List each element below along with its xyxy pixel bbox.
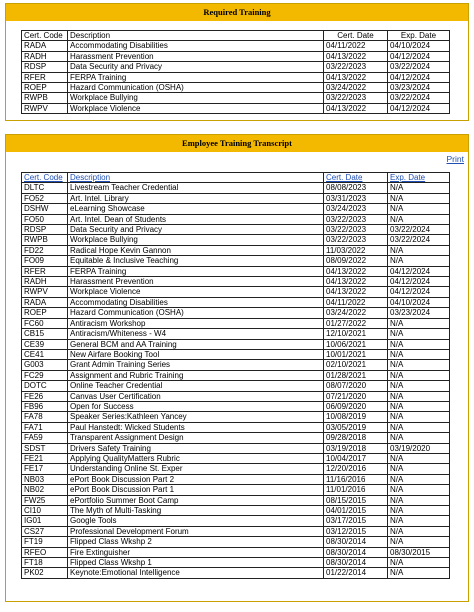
cell-description: Antiracism Workshop [68,318,324,328]
cell-cert-code: RFER [22,72,68,82]
cell-exp-date: N/A [388,256,450,266]
cell-description: Livestream Teacher Credential [68,183,324,193]
cell-description: Paul Hanstedt: Wicked Students [68,422,324,432]
cell-cert-date: 04/11/2022 [324,41,388,51]
cell-description: Workplace Violence [68,103,324,113]
cell-exp-date: N/A [388,495,450,505]
cell-cert-date: 10/08/2019 [324,412,388,422]
cell-exp-date: N/A [388,370,450,380]
cell-exp-date: 03/23/2024 [388,308,450,318]
cell-cert-date: 08/07/2020 [324,381,388,391]
cell-exp-date: N/A [388,183,450,193]
cell-cert-date: 04/01/2015 [324,506,388,516]
sort-cert-date-link[interactable]: Cert. Date [326,173,363,182]
cell-description: Art. Intel. Library [68,193,324,203]
cell-cert-code: CE41 [22,349,68,359]
cell-cert-code: FW25 [22,495,68,505]
cell-cert-date: 04/13/2022 [324,266,388,276]
table-row [22,225,450,235]
cell-exp-date: 04/10/2024 [388,297,450,307]
cell-cert-date: 03/31/2023 [324,193,388,203]
table-row [22,349,450,359]
cell-description: FERPA Training [68,266,324,276]
table-header-row [22,173,450,183]
cell-cert-code: FC60 [22,318,68,328]
table-row [22,51,450,61]
table-row [22,266,450,276]
cell-cert-date: 10/06/2021 [324,339,388,349]
header-cert-date [324,173,388,183]
cell-exp-date: N/A [388,485,450,495]
cell-description: Grant Admin Training Series [68,360,324,370]
cell-exp-date: N/A [388,339,450,349]
table-row [22,464,450,474]
cell-description: Harassment Prevention [68,51,324,61]
cell-exp-date: 03/22/2024 [388,225,450,235]
table-row [22,485,450,495]
print-link[interactable]: Print [446,154,464,164]
cell-cert-date: 08/30/2014 [324,558,388,568]
cell-description: Assignment and Rubric Training [68,370,324,380]
table-row [22,370,450,380]
cell-cert-code: RDSP [22,62,68,72]
table-row [22,391,450,401]
table-row [22,433,450,443]
cell-description: Flipped Class Wkshp 1 [68,558,324,568]
cell-cert-date: 04/13/2022 [324,72,388,82]
sort-description-link[interactable]: Description [70,173,111,182]
table-header-row [22,31,450,41]
cell-cert-date: 03/19/2018 [324,443,388,453]
cell-cert-code: G003 [22,360,68,370]
cell-cert-date: 03/05/2019 [324,422,388,432]
cell-cert-code: FA59 [22,433,68,443]
cell-cert-date: 11/03/2022 [324,245,388,255]
cell-cert-code: SDST [22,443,68,453]
cell-cert-code: RWPB [22,235,68,245]
transcript-rows [22,183,450,578]
cell-exp-date: N/A [388,558,450,568]
cell-description: Accommodating Disabilities [68,297,324,307]
cell-cert-code: FO50 [22,214,68,224]
cell-cert-date: 09/28/2018 [324,433,388,443]
cell-description: ePort Book Discussion Part 2 [68,474,324,484]
table-row [22,537,450,547]
cell-exp-date: 03/22/2024 [388,62,450,72]
cell-cert-code: RADA [22,297,68,307]
cell-cert-date: 04/13/2022 [324,103,388,113]
cell-cert-date: 03/12/2015 [324,526,388,536]
cell-description: Fire Extinguisher [68,547,324,557]
table-row [22,318,450,328]
cell-cert-date: 03/24/2023 [324,204,388,214]
cell-cert-code: PK02 [22,568,68,578]
cell-cert-code: CS27 [22,526,68,536]
table-row [22,516,450,526]
cell-cert-date: 11/01/2016 [324,485,388,495]
cell-description: Workplace Violence [68,287,324,297]
cell-description: ePort Book Discussion Part 1 [68,485,324,495]
cell-cert-date: 08/15/2015 [324,495,388,505]
cell-cert-code: FB96 [22,401,68,411]
cell-cert-date: 04/13/2022 [324,287,388,297]
sort-exp-date-link[interactable]: Exp. Date [390,173,426,182]
cell-exp-date: N/A [388,474,450,484]
cell-cert-code: RWPV [22,103,68,113]
cell-cert-code: FD22 [22,245,68,255]
cell-description: Open for Success [68,401,324,411]
table-row [22,41,450,51]
cell-exp-date: N/A [388,214,450,224]
cell-description: Flipped Class Wkshp 2 [68,537,324,547]
cell-exp-date: N/A [388,349,450,359]
cell-cert-date: 04/11/2022 [324,297,388,307]
cell-cert-date: 03/22/2023 [324,235,388,245]
cell-exp-date: N/A [388,464,450,474]
table-row [22,62,450,72]
cell-cert-code: FO52 [22,193,68,203]
table-row [22,339,450,349]
cell-exp-date: N/A [388,506,450,516]
table-row [22,277,450,287]
cell-cert-code: FT19 [22,537,68,547]
required-training-table [21,30,450,114]
cell-description: Data Security and Privacy [68,62,324,72]
cell-description: Workplace Bullying [68,93,324,103]
table-row [22,235,450,245]
cell-description: Canvas User Certification [68,391,324,401]
transcript-title: Employee Training Transcript [6,135,468,152]
cell-cert-code: RADH [22,51,68,61]
cell-cert-code: FA71 [22,422,68,432]
cell-cert-code: RFER [22,266,68,276]
table-row [22,287,450,297]
cell-cert-code: FO09 [22,256,68,266]
cell-exp-date: 04/10/2024 [388,41,450,51]
cell-description: eLearning Showcase [68,204,324,214]
cell-cert-date: 04/13/2022 [324,277,388,287]
cell-exp-date: 04/12/2024 [388,287,450,297]
cell-exp-date: N/A [388,401,450,411]
cell-exp-date: N/A [388,360,450,370]
cell-cert-code: FT18 [22,558,68,568]
cell-cert-date: 12/10/2021 [324,329,388,339]
table-row [22,401,450,411]
cell-cert-date: 08/30/2014 [324,547,388,557]
cell-description: Hazard Communication (OSHA) [68,83,324,93]
cell-description: Equitable & Inclusive Teaching [68,256,324,266]
cell-exp-date: 03/19/2020 [388,443,450,453]
table-row [22,495,450,505]
cell-exp-date: N/A [388,329,450,339]
required-training-panel [5,3,469,121]
cell-cert-code: RADH [22,277,68,287]
cell-cert-code: FA78 [22,412,68,422]
table-row [22,506,450,516]
cell-exp-date: N/A [388,568,450,578]
cell-description: Speaker Series:Kathleen Yancey [68,412,324,422]
cell-exp-date: N/A [388,245,450,255]
cell-description: The Myth of Multi-Tasking [68,506,324,516]
table-row [22,183,450,193]
cell-exp-date: 04/12/2024 [388,266,450,276]
table-row [22,193,450,203]
cell-description: Professional Development Forum [68,526,324,536]
cell-exp-date: N/A [388,193,450,203]
cell-cert-code: NB02 [22,485,68,495]
cell-description: Antiracism/Whiteness - W4 [68,329,324,339]
table-row [22,443,450,453]
header-cert-code [22,173,68,183]
cell-cert-code: RWPV [22,287,68,297]
cell-cert-date: 06/09/2020 [324,401,388,411]
cell-cert-date: 04/13/2022 [324,51,388,61]
cell-cert-date: 02/10/2021 [324,360,388,370]
table-row [22,204,450,214]
cell-cert-code: FE21 [22,453,68,463]
cell-cert-date: 10/04/2017 [324,453,388,463]
cell-cert-code: DOTC [22,381,68,391]
cell-description: Radical Hope Kevin Gannon [68,245,324,255]
cell-exp-date: N/A [388,318,450,328]
cell-description: Drivers Safety Training [68,443,324,453]
cell-exp-date: 03/23/2024 [388,83,450,93]
cell-cert-code: RFEO [22,547,68,557]
table-row [22,214,450,224]
cell-cert-code: CB15 [22,329,68,339]
cell-exp-date: N/A [388,433,450,443]
cell-description: Transparent Assignment Design [68,433,324,443]
cell-description: Applying QualityMatters Rubric [68,453,324,463]
cell-exp-date: 04/12/2024 [388,72,450,82]
cell-exp-date: N/A [388,381,450,391]
cell-description: FERPA Training [68,72,324,82]
cell-cert-code: DSHW [22,204,68,214]
cell-cert-code: RWPB [22,93,68,103]
cell-exp-date: N/A [388,204,450,214]
cell-cert-code: DLTC [22,183,68,193]
table-row [22,360,450,370]
header-exp-date: Exp. Date [388,31,450,41]
cell-exp-date: N/A [388,526,450,536]
cell-exp-date: N/A [388,422,450,432]
cell-cert-code: FC29 [22,370,68,380]
cell-description: Accommodating Disabilities [68,41,324,51]
cell-cert-date: 08/30/2014 [324,537,388,547]
cell-cert-date: 03/22/2023 [324,93,388,103]
table-row [22,453,450,463]
cell-cert-code: RADA [22,41,68,51]
cell-cert-date: 07/21/2020 [324,391,388,401]
cell-cert-date: 03/24/2022 [324,308,388,318]
table-row [22,329,450,339]
cell-description: ePortfolio Summer Boot Camp [68,495,324,505]
table-row [22,422,450,432]
cell-description: Understanding Online St. Exper [68,464,324,474]
cell-cert-date: 01/22/2014 [324,568,388,578]
cell-cert-date: 08/08/2023 [324,183,388,193]
cell-cert-code: CI10 [22,506,68,516]
cell-cert-code: FE26 [22,391,68,401]
cell-cert-code: ROEP [22,83,68,93]
table-row [22,558,450,568]
cell-cert-date: 08/09/2022 [324,256,388,266]
cell-cert-date: 03/22/2023 [324,62,388,72]
cell-exp-date: N/A [388,391,450,401]
cell-description: Data Security and Privacy [68,225,324,235]
table-row [22,547,450,557]
required-training-rows [22,41,450,114]
cell-cert-date: 01/28/2021 [324,370,388,380]
table-row [22,103,450,113]
cell-exp-date: N/A [388,537,450,547]
transcript-panel [5,134,469,602]
cell-exp-date: 04/12/2024 [388,51,450,61]
cell-cert-date: 10/01/2021 [324,349,388,359]
cell-exp-date: 04/12/2024 [388,103,450,113]
cell-cert-code: RDSP [22,225,68,235]
table-row [22,297,450,307]
cell-description: Art. Intel. Dean of Students [68,214,324,224]
cell-cert-code: CE39 [22,339,68,349]
sort-cert-code-link[interactable]: Cert. Code [24,173,63,182]
cell-cert-date: 03/17/2015 [324,516,388,526]
table-row [22,308,450,318]
cell-cert-code: NB03 [22,474,68,484]
table-row [22,245,450,255]
table-row [22,93,450,103]
cell-exp-date: N/A [388,453,450,463]
cell-cert-date: 03/22/2023 [324,225,388,235]
cell-cert-code: FE17 [22,464,68,474]
cell-exp-date: 04/12/2024 [388,277,450,287]
header-exp-date [388,173,450,183]
cell-description: New Airfare Booking Tool [68,349,324,359]
cell-exp-date: N/A [388,516,450,526]
cell-cert-code: ROEP [22,308,68,318]
table-row [22,381,450,391]
cell-cert-date: 03/24/2022 [324,83,388,93]
table-row [22,256,450,266]
table-row [22,474,450,484]
cell-cert-date: 01/27/2022 [324,318,388,328]
cell-description: Harassment Prevention [68,277,324,287]
table-row [22,568,450,578]
cell-cert-date: 11/16/2016 [324,474,388,484]
cell-cert-date: 12/20/2016 [324,464,388,474]
required-training-title: Required Training [6,4,468,21]
cell-cert-date: 03/22/2023 [324,214,388,224]
cell-description: Keynote:Emotional Intelligence [68,568,324,578]
cell-exp-date: 03/22/2024 [388,93,450,103]
cell-exp-date: N/A [388,412,450,422]
table-row [22,83,450,93]
header-cert-code: Cert. Code [22,31,68,41]
cell-description: Google Tools [68,516,324,526]
header-description: Description [68,31,324,41]
table-row [22,72,450,82]
cell-description: Online Teacher Credential [68,381,324,391]
cell-exp-date: 08/30/2015 [388,547,450,557]
header-cert-date: Cert. Date [324,31,388,41]
transcript-table [21,172,450,579]
table-row [22,412,450,422]
cell-description: Hazard Communication (OSHA) [68,308,324,318]
cell-cert-code: IG01 [22,516,68,526]
cell-exp-date: 03/22/2024 [388,235,450,245]
cell-description: General BCM and AA Training [68,339,324,349]
header-description [68,173,324,183]
cell-description: Workplace Bullying [68,235,324,245]
table-row [22,526,450,536]
